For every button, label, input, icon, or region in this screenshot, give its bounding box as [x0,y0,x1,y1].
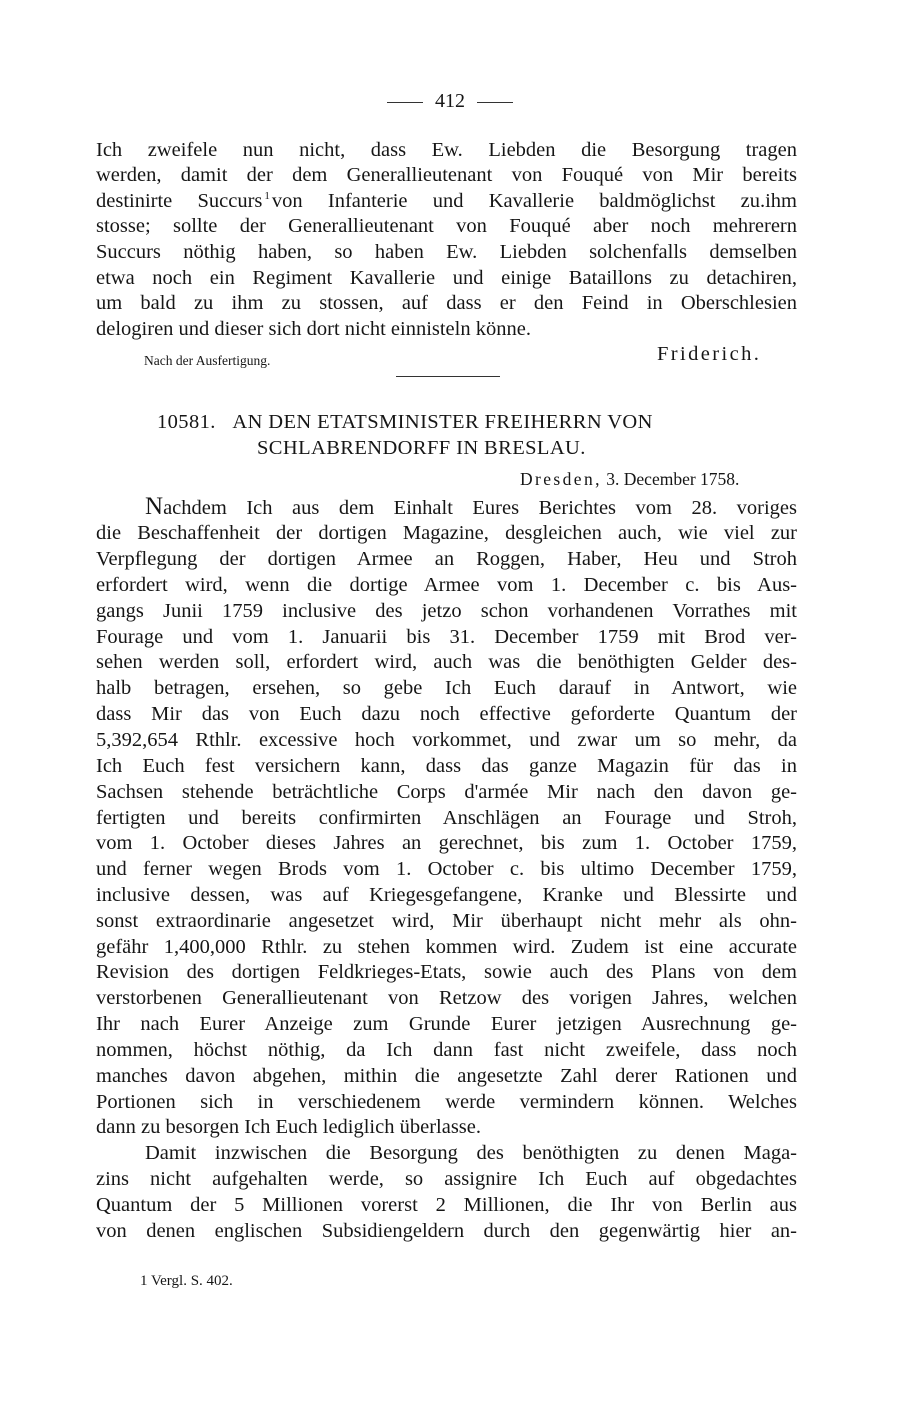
body-line: verstorbenen Generallieutenant von Retzow des vorigen Jahres, welchen [96,987,797,1009]
para2-line: Quantum der 5 Millionen vorerst 2 Millionen, die Ihr von Berlin aus [96,1194,797,1216]
body-line: nommen, höchst nöthig, da Ich dann fast nicht zweifele, dass noch [96,1039,797,1061]
intro-line: etwa noch ein Regiment Kavallerie und einige Bataillons zu detachiren, [96,267,797,289]
body-line: inclusive dessen, was auf Kriegesgefangene, Kranke und Blessirte und [96,884,797,906]
letter-date: 3. December 1758. [606,469,740,489]
section-divider [396,376,500,377]
letter-title-line-1: AN DEN ETATSMINISTER FREIHERRN VON [232,411,653,433]
body-line: Ihr nach Eurer Anzeige zum Grunde Eurer jetzigen Ausrechnung ge- [96,1013,797,1035]
footnote: 1 Vergl. S. 402. [140,1273,233,1289]
intro-text: von Infanterie und Kavallerie baldmöglichst zu.ihm [271,190,797,212]
intro-text: destinirte Succurs [96,190,263,212]
body-line: Verpflegung der dortigen Armee an Roggen, Haber, Heu und Stroh [96,548,797,570]
body-line: Fourage und vom 1. Januarii bis 31. December 1759 mit Brod ver- [96,626,797,648]
body-line: Revision des dortigen Feldkrieges-Etats, sowie auch des Plans von dem [96,961,797,983]
intro-line: stosse; sollte der Generallieutenant von Fouqué aber noch mehrerern [96,215,797,237]
body-line: dass Mir das von Euch dazu noch effective geforderte Quantum der [96,703,797,725]
page-header [0,88,900,114]
para2-line: von denen englischen Subsidiengeldern durch den gegenwärtig hier an- [96,1220,797,1242]
body-line: gefähr 1,400,000 Rthlr. zu stehen kommen wird. Zudem ist eine accurate [96,936,797,958]
footnote-reference: 1 [264,190,270,202]
intro-line: delogiren und dieser sich dort nicht einnisteln könne. [96,318,531,340]
body-line: 5,392,654 Rthlr. excessive hoch vorkommet, und zwar um so mehr, da [96,729,797,751]
letter-place: Dresden, [520,469,602,489]
body-line: erfordert wird, wenn die dortige Armee vom 1. December c. bis Aus- [96,574,797,596]
body-line: dann zu besorgen Ich Euch lediglich überlasse. [96,1116,482,1138]
body-line: die Beschaffenheit der dortigen Magazine, desgleichen auch, wie viel zur [96,522,797,544]
source-note: Nach der Ausfertigung. [144,353,271,368]
header-dash-left [387,102,423,103]
body-line: fertigten und bereits confirmirten Anschlägen an Fourage und Stroh, [96,807,797,829]
body-line: sehen werden soll, erfordert wird, auch was die benöthigten Gelder des- [96,651,797,673]
body-line: gangs Junii 1759 inclusive des jetzo schon vorhandenen Vorrathes mit [96,600,797,622]
header-dash-right [477,102,513,103]
letter-heading [157,409,653,435]
page-number: 412 [435,90,465,112]
body-text: achdem Ich aus dem Einhalt Eures Berichtes vom 28. voriges [163,497,797,519]
dateline [520,467,739,491]
body-line: manches davon abgehen, mithin die angesetzte Zahl derer Rationen und [96,1065,797,1087]
letter-number: 10581. [157,411,216,433]
body-line: Sachsen stehende beträchtliche Corps d'armée Mir nach den davon ge- [96,781,797,803]
para2-line: Damit inzwischen die Besorgung des benöthigten zu denen Maga- [145,1142,797,1164]
body-line: Portionen sich in verschiedenem werde vermindern können. Welches [96,1091,797,1113]
initial-letter: N [145,493,164,520]
intro-line: Ich zweifele nun nicht, dass Ew. Liebden die Besorgung tragen [96,139,797,161]
intro-line: werden, damit der dem Generallieutenant von Fouqué von Mir bereits [96,164,797,186]
signature: Friderich. [657,343,762,365]
body-line: sonst extraordinarie angesetzet wird, Mir überhaupt nicht mehr als ohn- [96,910,797,932]
intro-line: Succurs nöthig haben, so haben Ew. Liebden solchenfalls demselben [96,241,797,263]
body-line: und ferner wegen Brods vom 1. October c. bis ultimo December 1759, [96,858,797,880]
intro-line: um bald zu ihm zu stossen, auf dass er den Feind in Oberschlesien [96,292,797,314]
para2-line: zins nicht aufgehalten werde, so assignire Ich Euch auf obgedachtes [96,1168,797,1190]
body-first-line [145,494,797,521]
letter-title-line-2: SCHLABRENDORFF IN BRESLAU. [257,437,586,459]
body-line: halb betragen, ersehen, so gebe Ich Euch darauf in Antwort, wie [96,677,797,699]
body-line: vom 1. October dieses Jahres an gerechnet, bis zum 1. October 1759, [96,832,797,854]
body-line: Ich Euch fest versichern kann, dass das ganze Magazin für das in [96,755,797,777]
